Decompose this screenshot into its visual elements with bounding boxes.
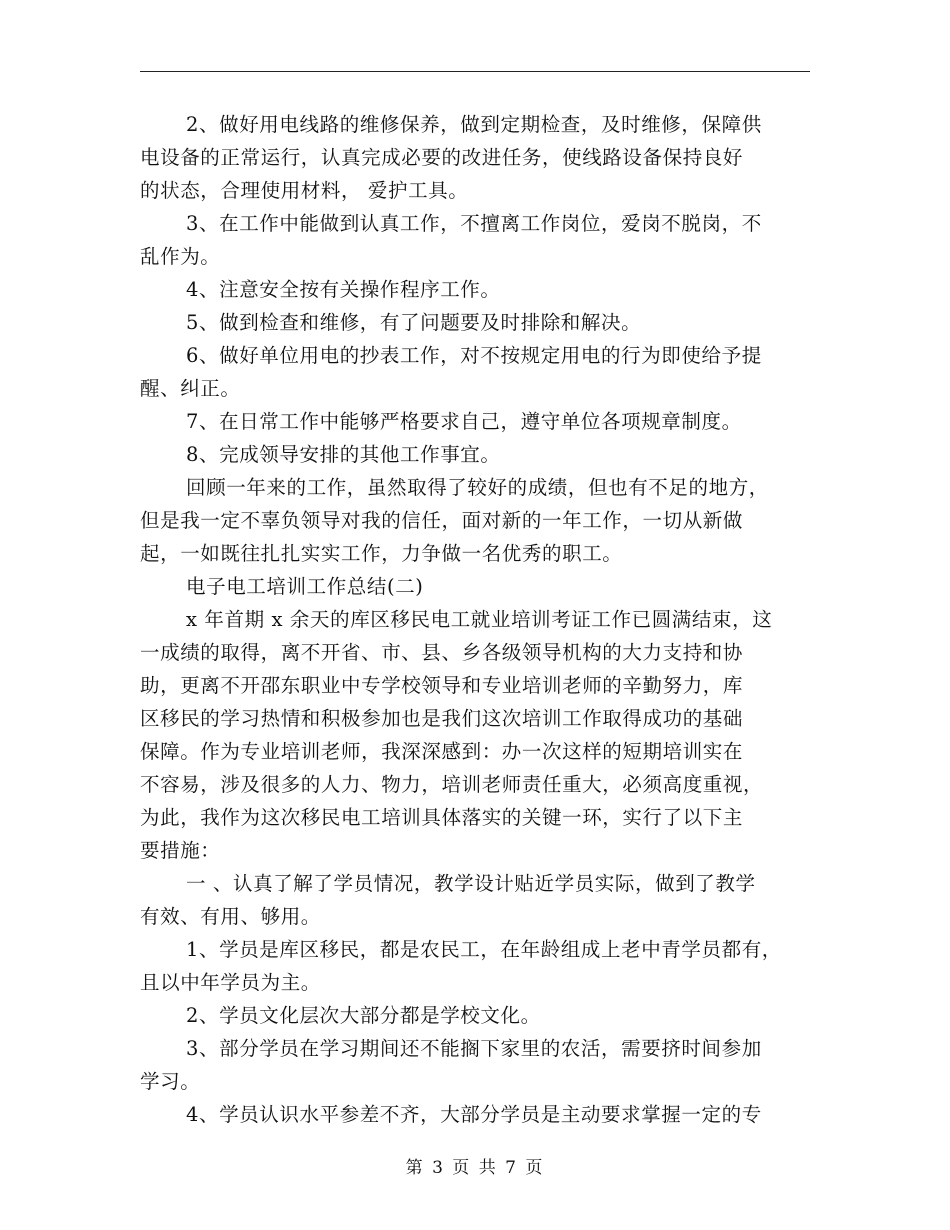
text-line: 学习。 xyxy=(140,1070,201,1093)
text-line: 起，一如既往扎扎实实工作，力争做一名优秀的职工。 xyxy=(140,542,623,565)
text-line: 保障。作为专业培训老师，我深深感到：办一次这样的短期培训实在 xyxy=(140,740,744,763)
text-line: 不容易，涉及很多的人力、物力，培训老师责任重大，必须高度重视， xyxy=(140,773,764,796)
text-line: 4、学员认识水平参差不齐，大部分学员是主动要求掌握一定的专 xyxy=(186,1103,762,1126)
page-number: 第 3 页 共 7 页 xyxy=(405,1158,545,1178)
text-line: 但是我一定不辜负领导对我的信任，面对新的一年工作，一切从新做 xyxy=(140,509,744,532)
text-line: 醒、纠正。 xyxy=(140,377,241,400)
text-line: 电设备的正常运行，认真完成必要的改进任务，使线路设备保持良好 xyxy=(140,146,744,169)
text-line: 的状态，合理使用材料， 爱护工具。 xyxy=(140,179,469,202)
text-line: 4、注意安全按有关操作程序工作。 xyxy=(186,278,501,301)
text-line: 区移民的学习热情和积极参加也是我们这次培训工作取得成功的基础 xyxy=(140,707,744,730)
text-line: 一成绩的取得，离不开省、市、县、乡各级领导机构的大力支持和协 xyxy=(140,641,744,664)
header-rule xyxy=(140,71,810,72)
text-line: 2、学员文化层次大部分都是学校文化。 xyxy=(186,1004,541,1027)
text-line: 2、做好用电线路的维修保养，做到定期检查，及时维修，保障供 xyxy=(186,113,762,136)
text-line: 3、在工作中能做到认真工作，不擅离工作岗位，爱岗不脱岗，不 xyxy=(186,212,762,235)
text-line: 且以中年学员为主。 xyxy=(140,971,321,994)
text-line: 电子电工培训工作总结(二) xyxy=(186,575,424,598)
text-line: 助，更离不开邵东职业中专学校领导和专业培训老师的辛勤努力，库 xyxy=(140,674,744,697)
text-line: 5、做到检查和维修，有了问题要及时排除和解决。 xyxy=(186,311,642,334)
text-line: 要措施： xyxy=(140,839,221,862)
document-body xyxy=(140,108,820,1131)
text-line: 8、完成领导安排的其他工作事宜。 xyxy=(186,443,501,466)
text-line: 1、学员是库区移民，都是农民工，在年龄组成上老中青学员都有， xyxy=(186,938,782,961)
text-line: 6、做好单位用电的抄表工作，对不按规定用电的行为即使给予提 xyxy=(186,344,762,367)
text-line: 为此，我作为这次移民电工培训具体落实的关键一环，实行了以下主 xyxy=(140,806,744,829)
text-line: 回顾一年来的工作，虽然取得了较好的成绩，但也有不足的地方， xyxy=(186,476,769,499)
text-line: 7、在日常工作中能够严格要求自己，遵守单位各项规章制度。 xyxy=(186,410,742,433)
text-line: 3、部分学员在学习期间还不能搁下家里的农活，需要挤时间参加 xyxy=(186,1037,762,1060)
text-line: 一 、认真了解了学员情况，教学设计贴近学员实际，做到了教学 xyxy=(186,872,756,895)
text-line: 有效、有用、够用。 xyxy=(140,905,321,928)
text-line: x 年首期 x 余天的库区移民电工就业培训考证工作已圆满结束，这 xyxy=(186,608,773,631)
text-line: 乱作为。 xyxy=(140,245,221,268)
